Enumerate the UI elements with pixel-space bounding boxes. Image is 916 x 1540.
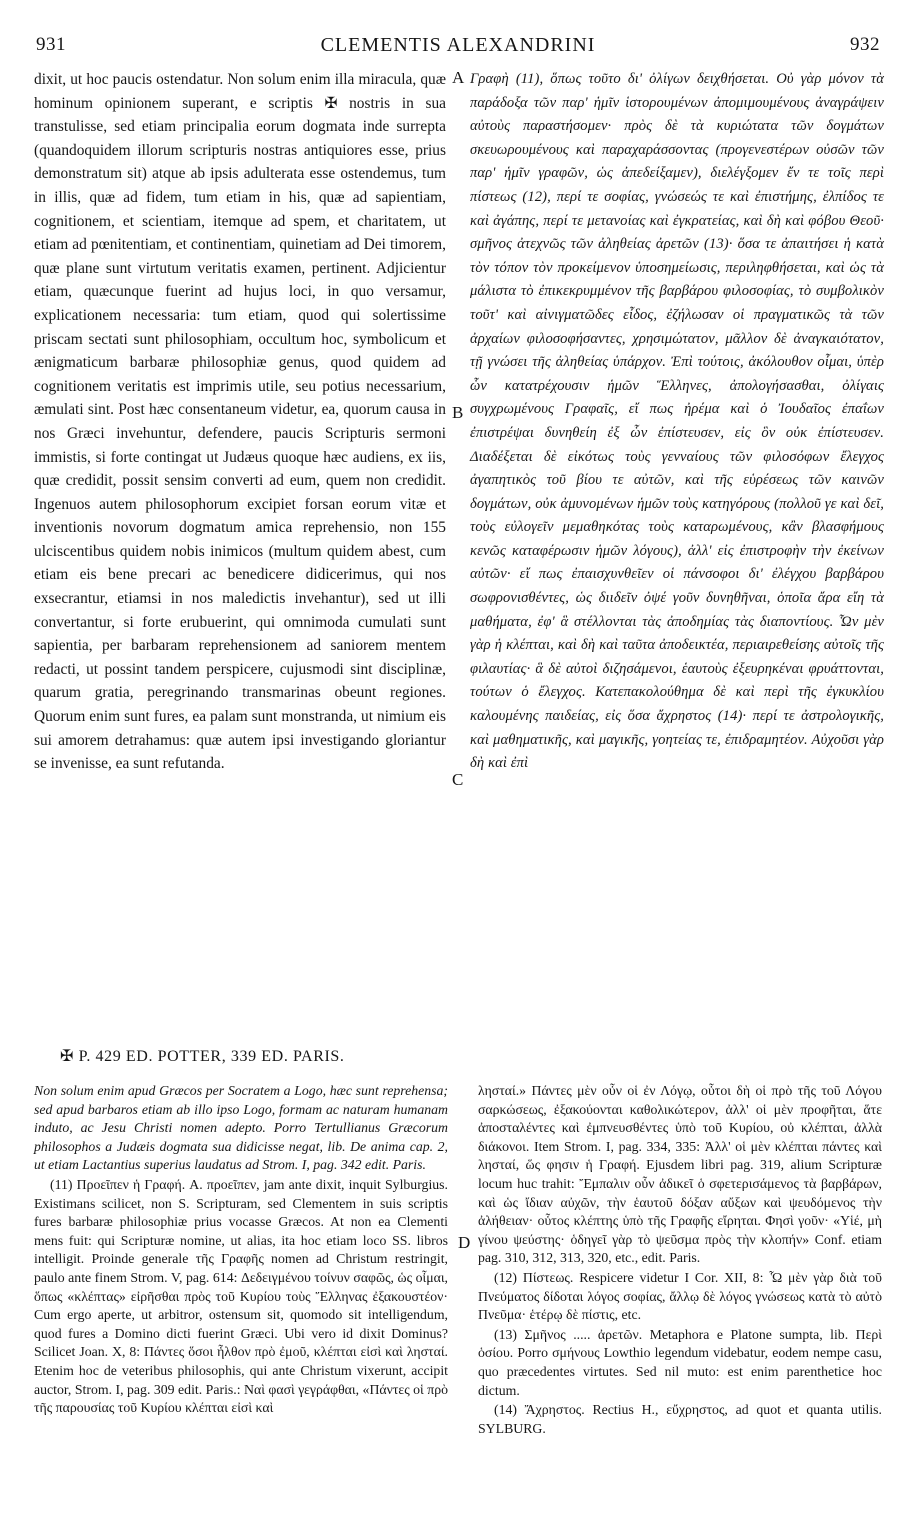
footnote-14: (14) Ἄχρηστος. Rectius H., εὔχρηστος, ad quot et quanta utilis. SYLBURG. bbox=[478, 1402, 882, 1436]
latin-column bbox=[34, 68, 446, 776]
margin-letter-a: A bbox=[452, 68, 465, 87]
footnote-12: (12) Πίστεως. Respicere videtur I Cor. XII, 8: Ὧ μὲν γὰρ διὰ τοῦ Πνεύματος δίδοται λόγος σοφίας, ἄλλῳ δὲ λόγος γνώσεως κατὰ τὸ αὐτὸ Πνεῦμα· ἑτέρῳ δὲ πίστις, etc. bbox=[478, 1269, 882, 1323]
greek-text: Γραφὴ (11), ὅπως τοῦτο δι' ὀλίγων δειχθήσεται. Οὐ γὰρ μόνον τὰ παράδοξα τῶν παρ' ἡμῖν ἱστορουμένων ἀπομιμουμένους ἀναγράψειν αὐτοὺς παραστήσομεν· πρὸς δὲ τὰ κυριώτατα τῶν δογμάτων σκευωρουμένους καὶ παραχαράσσοντας (προγενεστέρων οὐσῶν τῶν παρ' ἡμῖν γραφῶν, ὡς ἀπεδείξαμεν), διελέγξομεν ἔν τε τοῖς περὶ πίστεως (12), περί τε σοφίας, γνώσεώς τε καὶ ἐπιστήμης, ἐλπίδος τε καὶ ἀγάπης, περί τε μετανοίας καὶ ἐγκρατείας, καὶ δὴ καὶ φόβου Θεοῦ· σμῆνος ἀτεχνῶς τῶν ἀληθείας ἀρετῶν (13)· ὅσα τε ἀπαιτήσει ἡ κατὰ τὸν τόπον τὸν προκείμενον ὑποσημείωσις, περιληφθήσεται, καὶ ὡς τὰ μάλιστα τὸ ἐπικεκρυμμένον τῆς βαρβάρου φιλοσοφίας, τὸ συμβολικὸν τοῦτ' καὶ αἰνιγματῶδες εἶδος, ἐζήλωσαν οἱ πραγματικῶς τὰ τῶν ἀρχαίων φιλοσοφήσαντες, χρησιμώτατον, μᾶλλον δὲ ἀναγκαιότατον, τῇ γνώσει τῆς ἀληθείας ὑπάρχον. Ἐπὶ τούτοις, ἀκόλουθον οἶμαι, ὑπὲρ ὧν κατατρέχουσιν ἡμῶν Ἕλληνες, ἀπολογήσασθαι, ὀλίγαις συγχρωμένους Γραφαῖς, εἴ πως ἠρέμα καὶ ὁ Ἰουδαῖος ἐπαΐων ἐπιστρέψαι δυνηθείη ἐξ ὧν ἐπίστευσεν, εἰς ὃν οὐκ ἐπίστευσεν. Διαδέξεται δὲ εἰκότως τοὺς γενναίους τῶν φιλοσόφων ἔλεγχος ἀγαπητικὸς τοῦ βίου τε αὐτῶν, καὶ τῆς εὑρέσεως τῶν καινῶν δογμάτων, οὐκ ἀμυνομένων ἡμῶν τοὺς κατηγόρους (πολλοῦ γε καὶ δεῖ, τοὺς εὐλογεῖν μεμαθηκότας τοὺς καταρωμένους, κἂν βλασφήμους κενῶς καταφέρωσιν ἡμῶν λόγους), ἀλλ' εἰς ἐπιστροφὴν τὴν ἐκείνων αὐτῶν· εἴ πως ἐπαισχυνθεῖεν οἱ πάνσοφοι δι' ἐλέγχου βαρβάρου σωφρονισθέντες, ὡς διιδεῖν ὀψέ γοῦν δυνηθῆναι, ὁποῖα ἄρα εἴη τὰ μαθήματα, ἐφ' ἃ στέλλονται τὰς ἀποδημίας τὰς διαποντίους. Ὧν μὲν γὰρ ἡ κλέπται, καὶ δὴ καὶ ταῦτα ἀποδεικτέα, περιαιρεθείσης αὐτοῖς τῆς φιλαυτίας· ἃ δὲ αὐτοὶ διζησάμενοι, ἑαυτοὺς ἐξευρηκέναι φρυάττονται, τούτων ὁ ἔλεγχος. Κατεπακολούθημα δὲ καὶ περὶ τῆς ἐγκυκλίου καλουμένης παιδείας, εἰς ὅσα ἄχρηστος (14)· περί τε ἀστρολογικῆς, καὶ μαθηματικῆς, καὶ μαγικῆς, γοητείας τε, ἐπιδραμητέον. Αὐχοῦσι γὰρ δὴ καὶ ἐπὶ bbox=[470, 71, 884, 772]
running-title: CLEMENTIS ALEXANDRINI bbox=[320, 34, 596, 56]
margin-letter-d: D bbox=[458, 1233, 471, 1252]
running-header bbox=[36, 34, 880, 58]
greek-column bbox=[470, 68, 884, 776]
footnote-11: (11) Προεῖπεν ἡ Γραφή. A. προεῖπεν, jam ante dixit, inquit Sylburgius. Existimans scilicet, non S. Scripturam, sed Clementem in suis scriptis fures barbaræ philosophiæ prius vocasse Græcos. At non ea Clementi mens fuit: qui Scripturæ nomine, ut alias, ita hoc etiam loco SS. libros intelligit. Proinde generale τῆς Γραφῆς nomen ad Christum restringit, paulo ante finem Strom. V, pag. 614: Δεδειγμένου τοίνυν σαφῶς, ὡς οἶμαι, ὅπως «κλέπτας» εἰρῆσθαι πρὸς τοῦ Κυρίου τοὺς Ἕλληνας ἐξακουστέον· Cum ergo aperte, ut arbitror, ostensum sit, quomodo sit intelligendum, quod fures a Domino dicti fuerint Græci. Ubi vero id dixit Dominus? Scilicet Joan. X, 8: Πάντες ὅσοι ἦλθον πρὸ ἐμοῦ, κλέπται εἰσὶ καὶ λησταί. Etenim hoc de veteribus philosophis, qui ante Christum vixerunt, accipit auctor, Strom. I, pag. 309 edit. Paris.: Ναὶ φασὶ γεγράφθαι, «Πάντες οἱ πρὸ τῆς παρουσίας τοῦ Κυρίου κλέπται εἰσὶ καὶ bbox=[34, 1176, 448, 1416]
edition-reference: ✠ P. 429 ED. POTTER, 339 ED. PARIS. bbox=[60, 1048, 345, 1065]
margin-letter-c: C bbox=[452, 770, 464, 789]
page-number-right: 932 bbox=[850, 34, 880, 55]
footnote-continuation: Non solum enim apud Græcos per Socratem a Logo, hæc sunt reprehensa; sed apud barbaros etiam ab illo ipso Logo, formam ac naturam humanam induto, ac Jesu Christi nomen adepto. Porro Tertullianus Græcorum philosophos a Judæis dogmata sua didicisse negat, lib. De anima cap. 2, ut etiam Lactantius superius laudatus ad Strom. I, pag. 342 edit. Paris. bbox=[34, 1083, 448, 1173]
latin-text: dixit, ut hoc paucis ostendatur. Non solum enim illa miracula, quæ hominum opinionem superant, e scriptis ✠ nostris in sua transtulisse, sed etiam principalia eorum dogmata inde surrepta (quandoquidem illorum scripturis nostras antiquiores esse, prius demonstratum sit) atque ab ipsis adulterata esse ostendemus, tum in illis, quæ ad fidem, tum etiam in his, quæ ad sapientiam, cognitionem, et scientiam, itemque ad spem, et charitatem, ut etiam ad pœnitentiam, et continentiam, quinetiam ad Dei timorem, quæ plane sunt virtutum veritatis examen, pertinent. Adjicientur etiam, quæcunque fuerint ad hujus loci, in quo versamur, explicationem necessaria: tum etiam, quod qui solertissime priscam sectati sunt philosophiam, occultum hoc, symbolicum et ænigmaticum barbaræ philosophiæ genus, quod quidem ad cognitionem veritatis est imprimis utile, seu potius necessarium, æmulati sint. Post hæc consentaneum videtur, ea, quorum causa in nos Græci invehuntur, defendere, paucis Scripturis sermoni immistis, si forte contingat ut Judæus quoque hæc audiens, ex iis, quæ credidit, possit sensim converti ad eum, quem non credidit. Ingenuos autem philosophorum excipiet forsan eorum vitæ et inventionis novorum dogmatum amica reprehensio, non 155 ulciscentibus quidem nobis inimicos (multum quidem abest, cum etiam eis bene precari ac benedicere didicerimus, qui nos exsecrantur, etiamsi in nos maledictis invehantur), sed ut illi convertantur, si forte erubuerint, qui omnimoda cumulati sunt sapientia, per barbaram reprehensionem ad saniorem mentem redacti, ut possint tandem perspicere, cujusmodi sint disciplinæ, quarum gratia, peregrinando transmarinas obeunt regiones. Quorum enim sunt fures, ea palam sunt monstranda, ut nimium eis sui amorem detrahamus: quæ autem ipsi investigando gloriantur se invenisse, ea sunt refutanda. bbox=[34, 71, 446, 773]
footnotes-right bbox=[478, 1082, 882, 1439]
footnotes-left bbox=[34, 1082, 448, 1419]
footnote-13: (13) Σμῆνος ..... ἀρετῶν. Metaphora e Platone sumpta, lib. Περὶ ὁσίου. Porro σμήνους Lowthio legendum videbatur, eodem nempe casu, quo præcedentes virtutes. Sed nil muto: est enim parenthetice hoc dictum. bbox=[478, 1326, 882, 1398]
page-number-left: 931 bbox=[36, 34, 66, 55]
margin-letter-b: B bbox=[452, 403, 464, 422]
footnote-11-continued: λησταί.» Πάντες μὲν οὖν οἱ ἐν Λόγῳ, οὗτοι δὴ οἱ πρὸ τῆς τοῦ Λόγου σαρκώσεως, ἐξακούονται καθολικώτερον, ἀλλ' οἱ μὲν προφῆται, ἅτε ἀποσταλέντες καὶ ἐμπνευσθέντες ὑπὸ τοῦ Κυρίου, οὐ κλέπται, ἀλλὰ διάκονοι. Item Strom. I, pag. 334, 335: Ἀλλ' οἱ μὲν κλέπται πάντες καὶ λησταί, ὥς φησιν ἡ Γραφή. Ejusdem libri pag. 319, alium Scripturæ locum huc trahit: Ἔμπαλιν οὖν ἀδικεῖ ὁ σφετερισάμενος τὰ βαρβάρων, καὶ ὡς ἴδιαν αὐχῶν, τὴν ἑαυτοῦ δόξαν αὔξων καὶ ψευδόμενος τὴν ἀλήθειαν· οὗτος κλέπτης ὑπὸ τῆς Γραφῆς εἴρηται. Φησὶ γοῦν· «Υἱέ, μὴ γίνου ψεύστης· ὁδηγεῖ γὰρ τὸ ψεῦσμα πρὸς τὴν κλοπήν» Conf. etiam pag. 310, 312, 313, 320, etc., edit. Paris. bbox=[478, 1083, 882, 1266]
